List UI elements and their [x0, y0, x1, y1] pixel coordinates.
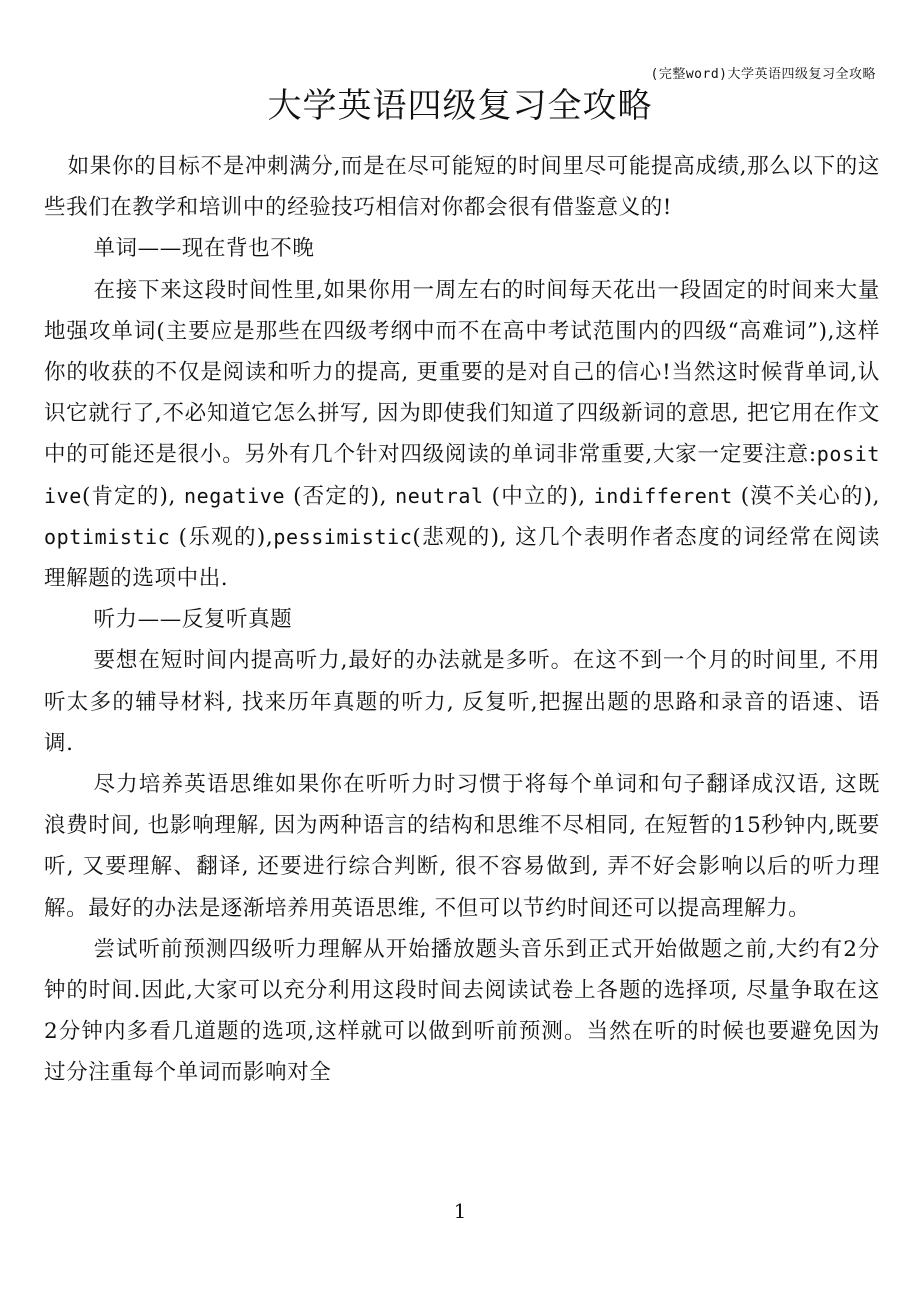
vocab-gloss: (中立的),: [491, 483, 586, 509]
body-text: [44, 146, 880, 1094]
vocab-word: positive: [44, 442, 880, 508]
page-number: 1: [453, 1199, 467, 1223]
vocab-gloss: (漠不关心的),: [740, 483, 881, 509]
vocab-gloss: (肯定的),: [81, 483, 176, 509]
intro-paragraph: 如果你的目标不是冲刺满分,而是在尽可能短的时间里尽可能提高成绩,那么以下的这些我们在教学和培训中的经验技巧相信对你都会很有借鉴意义的!: [44, 154, 880, 221]
running-header: (完整word)大学英语四级复习全攻略: [650, 67, 876, 82]
vocab-gloss: (乐观的),: [178, 524, 274, 550]
vocab-word: indifferent: [593, 483, 733, 508]
vocab-word: negative: [183, 483, 286, 508]
prediction-paragraph: 尝试听前预测四级听力理解从开始播放题头音乐到正式开始做题之前,大约有2分钟的时间.因此,大家可以充分利用这段时间去阅读试卷上各题的选择项, 尽量争取在这2分钟内多看几道题的选项,这样就可以做到听前预测。当然在听的时候也要避免因为过分注重每个单词而影响对全: [44, 936, 880, 1086]
vocabulary-text: 在接下来这段时间性里,如果你用一周左右的时间每天花出一段固定的时间来大量地强攻单词(主要应是那些在四级考纲中而不在高中考试范围内的四级“高难词”),这样你的收获的不仅是阅读和听力的提高, 更重要的是对自己的信心!当然这时候背单词,认识它就行了,不必知道它怎么拼写, 因为即使我们知道了四级新词的意思, 把它用在作文中的可能还是很小。另外有几个针对四级阅读的单词非常重要,大家一定要注意:: [44, 277, 880, 468]
vocab-tail-text: (悲观的), 这几个表明作者态度的词经常在阅读理解题的选项中出.: [44, 524, 881, 592]
vocab-gloss: (否定的),: [293, 483, 388, 509]
section-heading-vocabulary: 单词——现在背也不晚: [93, 236, 315, 262]
section-heading-listening: 听力——反复听真题: [93, 607, 293, 633]
vocab-word: neutral: [395, 483, 484, 508]
vocab-word: optimistic: [44, 524, 171, 549]
vocabulary-paragraph: [44, 270, 880, 600]
listening-paragraph: 要想在短时间内提高听力,最好的办法就是多听。在这不到一个月的时间里, 不用听太多的辅导材料, 找来历年真题的听力, 反复听,把握出题的思路和录音的语速、语调.: [44, 648, 880, 756]
english-thinking-paragraph: 尽力培养英语思维如果你在听听力时习惯于将每个单词和句子翻译成汉语, 这既浪费时间, 也影响理解, 因为两种语言的结构和思维不尽相同, 在短暂的15秒钟内,既要听, 又要理解、翻译, 还要进行综合判断, 很不容易做到, 弄不好会影响以后的听力理解。最好的办法是逐渐培养用英语思维, 不但可以节约时间还可以提高理解力。: [44, 772, 880, 921]
vocab-word: pessimistic: [273, 524, 413, 549]
document-title: 大学英语四级复习全攻略: [267, 86, 653, 126]
